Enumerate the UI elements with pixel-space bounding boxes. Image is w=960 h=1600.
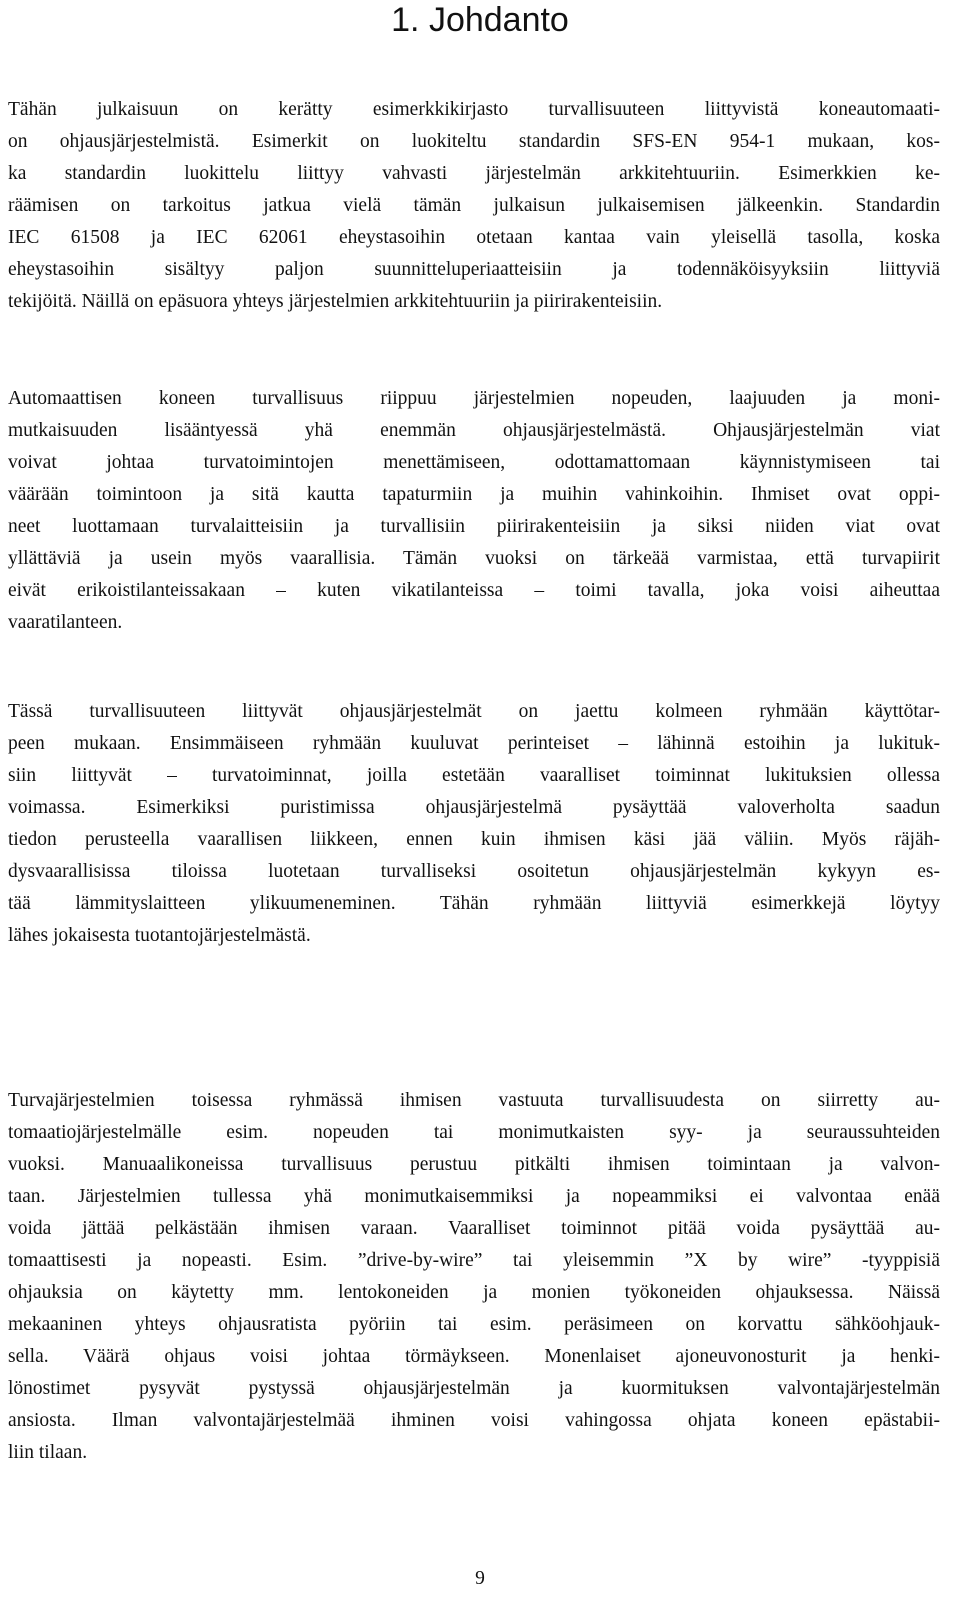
paragraph-line: on ohjausjärjestelmistä. Esimerkit on luokiteltu standardin SFS-EN 954-1 mukaan, kos- <box>8 131 940 152</box>
paragraph-line: sella. Väärä ohjaus voisi johtaa törmäykseen. Monenlaiset ajoneuvonosturit ja henki- <box>8 1346 940 1367</box>
paragraph-line: dysvaarallisissa tiloissa luotetaan turvalliseksi osoitetun ohjausjärjestelmän kykyyn es- <box>8 861 940 882</box>
paragraph-line: vaaratilanteen. <box>8 612 123 633</box>
paragraph-line: eivät erikoistilanteissakaan – kuten vikatilanteissa – toimi tavalla, joka voisi aiheuttaa <box>8 580 940 601</box>
paragraph-line: räämisen on tarkoitus jatkua vielä tämän julkaisun julkaisemisen jälkeenkin. Standardin <box>8 195 940 216</box>
paragraph-line: mutkaisuuden lisääntyessä yhä enemmän ohjausjärjestelmästä. Ohjausjärjestelmän viat <box>8 420 940 441</box>
paragraph-line: IEC 61508 ja IEC 62061 eheystasoihin otetaan kantaa vain yleisellä tasolla, koska <box>8 227 940 248</box>
paragraph-line: voimassa. Esimerkiksi puristimissa ohjausjärjestelmä pysäyttää valoverholta saadun <box>8 797 940 818</box>
paragraph-line: ka standardin luokittelu liittyy vahvasti järjestelmän arkkitehtuuriin. Esimerkkien ke- <box>8 163 940 184</box>
paragraph-line: mekaaninen yhteys ohjausratista pyöriin tai esim. peräsimeen on korvattu sähköohjauk- <box>8 1314 940 1335</box>
paragraph-line: voida jättää pelkästään ihmisen varaan. Vaaralliset toiminnot pitää voida pysäyttää au- <box>8 1218 940 1239</box>
paragraph-line: voivat johtaa turvatoimintojen menettämiseen, odottamattomaan käynnistymiseen tai <box>8 452 940 473</box>
paragraph-line: Automaattisen koneen turvallisuus riippuu järjestelmien nopeuden, laajuuden ja moni- <box>8 388 940 409</box>
paragraph-line: siin liittyvät – turvatoiminnat, joilla estetään vaaralliset toiminnat lukituksien ollessa <box>8 765 940 786</box>
paragraph-line: neet luottamaan turvalaitteisiin ja turvallisiin piirirakenteisiin ja siksi niiden viat ovat <box>8 516 940 537</box>
paragraph-line: tekijöitä. Näillä on epäsuora yhteys järjestelmien arkkitehtuuriin ja piirirakenteisiin. <box>8 291 663 312</box>
paragraph-line: tomaatiojärjestelmälle esim. nopeuden tai monimutkaisten syy- ja seuraussuhteiden <box>8 1122 940 1143</box>
paragraph-line: Tähän julkaisuun on kerätty esimerkkikirjasto turvallisuuteen liittyvistä koneautomaati- <box>8 99 940 120</box>
paragraph-line: yllättäviä ja usein myös vaarallisia. Tämän vuoksi on tärkeää varmistaa, että turvapiirit <box>8 548 940 569</box>
paragraph-line: vuoksi. Manuaalikoneissa turvallisuus perustuu pitkälti ihmisen toimintaan ja valvon- <box>8 1154 940 1175</box>
paragraph-line: ansiosta. Ilman valvontajärjestelmää ihminen voisi vahingossa ohjata koneen epästabii- <box>8 1410 940 1431</box>
paragraph-1 <box>8 94 940 318</box>
paragraph-line: tomaattisesti ja nopeasti. Esim. ”drive-by-wire” tai yleisemmin ”X by wire” -tyyppisiä <box>8 1250 940 1271</box>
paragraph-line: liin tilaan. <box>8 1442 88 1463</box>
paragraph-line: tiedon perusteella vaarallisen liikkeen, ennen kuin ihmisen käsi jää väliin. Myös räjäh- <box>8 829 940 850</box>
paragraph-line: lönostimet pysyvät pystyssä ohjausjärjestelmän ja kuormituksen valvontajärjestelmän <box>8 1378 940 1399</box>
paragraph-2 <box>8 383 940 639</box>
paragraph-line: peen mukaan. Ensimmäiseen ryhmään kuuluvat perinteiset – lähinnä estoihin ja lukituk- <box>8 733 940 754</box>
paragraph-line: lähes jokaisesta tuotantojärjestelmästä. <box>8 925 311 946</box>
paragraph-line: taan. Järjestelmien tullessa yhä monimutkaisemmiksi ja nopeammiksi ei valvontaa enää <box>8 1186 940 1207</box>
paragraph-line: eheystasoihin sisältyy paljon suunnitteluperiaatteisiin ja todennäköisyyksiin liittyviä <box>8 259 940 280</box>
paragraph-4 <box>8 1085 940 1469</box>
paragraph-line: ohjauksia on käytetty mm. lentokoneiden ja monien työkoneiden ohjauksessa. Näissä <box>8 1282 940 1303</box>
paragraph-line: väärään toimintoon ja sitä kautta tapaturmiin ja muihin vahinkoihin. Ihmiset ovat oppi- <box>8 484 940 505</box>
paragraph-3 <box>8 696 940 952</box>
paragraph-line: Turvajärjestelmien toisessa ryhmässä ihmisen vastuuta turvallisuudesta on siirretty au- <box>8 1090 940 1111</box>
paragraph-line: Tässä turvallisuuteen liittyvät ohjausjärjestelmät on jaettu kolmeen ryhmään käyttötar- <box>8 701 940 722</box>
paragraph-line: tää lämmityslaitteen ylikuumeneminen. Tähän ryhmään liittyviä esimerkkejä löytyy <box>8 893 940 914</box>
chapter-heading: 1. Johdanto <box>391 1 569 39</box>
page-number: 9 <box>475 1568 485 1589</box>
